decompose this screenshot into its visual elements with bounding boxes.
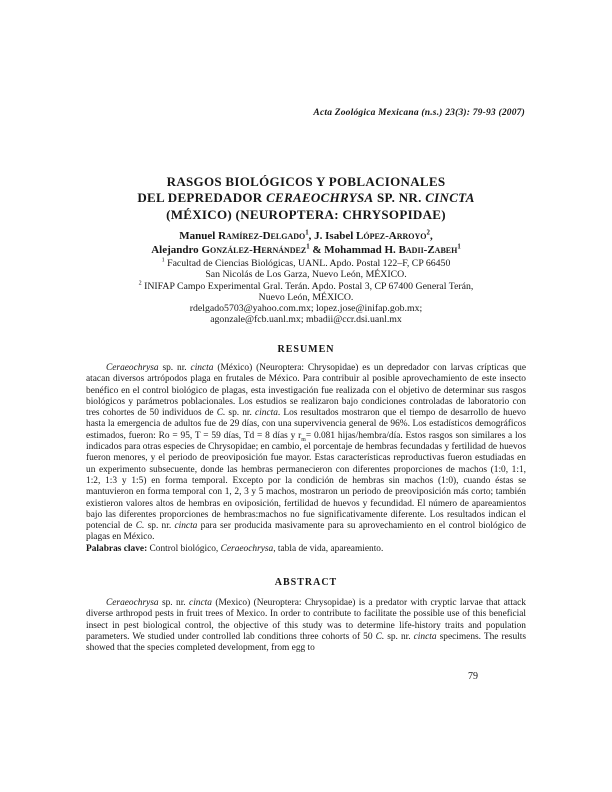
affiliations bbox=[66, 258, 546, 326]
resumen-section bbox=[86, 363, 526, 555]
title-line-3: (MÉXICO) (NEUROPTERA: CHRYSOPIDAE) bbox=[166, 206, 446, 222]
author-line-2: Alejandro González-Hernández$^1$ & Mohammad H. Badii-Zabeh$^1$ bbox=[151, 243, 461, 256]
affiliation-line-1: $^1$ Facultad de Ciencias Biológicas, UANL. Apdo. Postal 122–F, CP 66450 bbox=[161, 257, 451, 269]
paper-title bbox=[86, 174, 526, 223]
affiliation-line-4: Nuevo León, MÉXICO. bbox=[258, 291, 354, 303]
affiliation-line-2: San Nicolás de Los Garza, Nuevo León, MÉXICO. bbox=[205, 269, 407, 281]
abstract-heading: ABSTRACT bbox=[274, 577, 338, 588]
email-line-2: agonzale@fcb.uanl.mx; mbadii@ccr.dsi.uanl.mx bbox=[210, 314, 402, 326]
journal-header: Acta Zoológica Mexicana (n.s.) 23(3): 79-93 (2007) bbox=[313, 108, 525, 118]
abstract-section bbox=[86, 598, 526, 654]
resumen-heading: RESUMEN bbox=[277, 344, 335, 355]
authors bbox=[66, 230, 546, 258]
keywords-line: Palabras clave: Control biológico, Ceraeochrysa, tabla de vida, apareamiento. bbox=[86, 543, 384, 554]
abstract-paragraph: Ceraeochrysa sp. nr. cincta (Mexico) (Neuroptera: Chrysopidae) is a predator with cryptic larvae that attack diverse arthropod pests in fruit trees of Mexico. In order to contribute to facilitate the possible use of this beneficial insect in pest biological control, the objective of this study was to determine life-history traits and population parameters. We studied under controlled lab conditions three cohorts of 50 C. sp. nr. cincta specimens. The results showed that the species completed development, from egg to bbox=[86, 598, 526, 654]
email-line-1: rdelgado5703@yahoo.com.mx; lopez.jose@inifap.gob.mx; bbox=[189, 303, 423, 315]
affiliation-line-3: $^2$ INIFAP Campo Experimental Gral. Terán. Apdo. Postal 3, CP 67400 General Terán, bbox=[138, 280, 474, 292]
page-number: 79 bbox=[468, 671, 478, 682]
author-line-1: Manuel Ramírez-Delgado$^1$, J. Isabel López-Arroyo$^2$, bbox=[179, 229, 433, 242]
title-line-1: RASGOS BIOLÓGICOS Y POBLACIONALES bbox=[166, 174, 446, 189]
title-line-2: DEL DEPREDADOR CERAEOCHRYSA SP. NR. CINCTA bbox=[137, 190, 475, 206]
resumen-paragraph: Ceraeochrysa sp. nr. cincta (México) (Neuroptera: Chrysopidae) es un depredador con larvas crípticas que atacan diversos artrópodos plaga en frutales de México. Para contribuir al posible aprovechamiento de este insecto benéfico en el control biológico de plagas, esta investigación fue realizada con el objetivo de determinar sus rasgos biológicos y parámetros poblacionales. Los estudios se realizaron bajo condiciones controladas de laboratorio con tres cohortes de 50 individuos de C. sp. nr. cincta. Los resultados mostraron que el tiempo de desarrollo de huevo hasta la emergencia de adultos fue de 29 días, con una supervivencia general de 96%. Los estadísticos demográficos estimados, fueron: Ro = 95, T = 59 días, Td = 8 días y $r_m= 0.081$ hijas/hembra/día. Estos rasgos son similares a los indicados para otras especies de Chrysopidae; en cambio, el porcentaje de hembras fecundadas y fertilidad de huevos fueron menores, y el periodo de preoviposición fue mayor. Estas características reproductivas fueron estudiadas en un experimento subsecuente, donde las hembras permanecieron con diferentes proporciones de machos (1:0, 1:1, 1:2, 1:3 y 1:5) en forma temporal. Excepto por la condición de hembras sin machos (1:0), cuando éstas se mantuvieron en forma temporal con 1, 2, 3 y 5 machos, mostraron un periodo de preoviposición más corto; también existieron valores altos de hembras en oviposición, fertilidad de huevos y fecundidad. El número de apareamientos bajo las diferentes proporciones de hembras:machos no fue significativamente diferente. Los resultados indican el potencial de C. sp. nr. cincta para ser producida masivamente para su aprovechamiento en el control biológico de plagas en México. bbox=[86, 363, 526, 543]
